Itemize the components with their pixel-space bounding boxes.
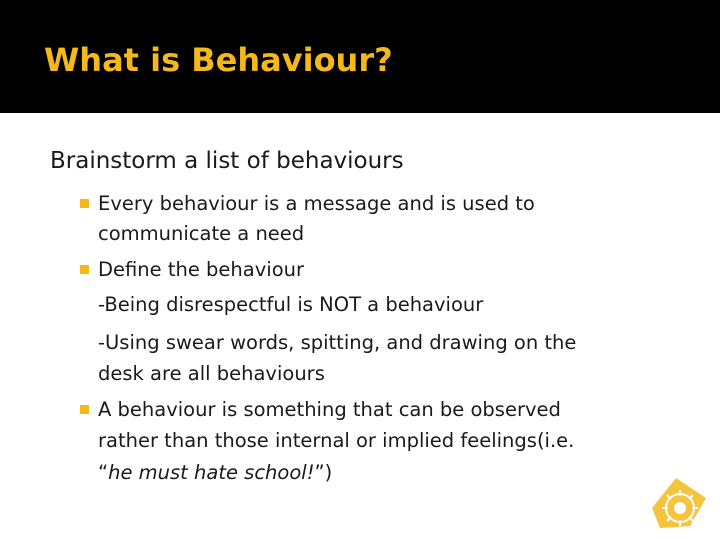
- square-bullet-icon: [80, 199, 89, 208]
- bullet-2-sub-3: desk are all behaviours: [98, 362, 325, 385]
- slide-heading: Brainstorm a list of behaviours: [50, 148, 404, 174]
- bullet-3-line-1: A behaviour is something that can be observed: [98, 398, 561, 421]
- quote-close: ”): [314, 461, 333, 484]
- bullet-3-line-2: rather than those internal or implied feelings(i.e.: [98, 429, 575, 452]
- bullet-2-line-1: Define the behaviour: [98, 258, 304, 281]
- bullet-1-line-2: communicate a need: [98, 222, 305, 245]
- bullet-2-sub-2: -Using swear words, spitting, and drawing on the: [98, 331, 577, 354]
- bullet-3-line-3: [98, 460, 332, 486]
- quote-italic: he must hate school!: [108, 461, 315, 484]
- slide-title: What is Behaviour?: [44, 41, 393, 79]
- bullet-1-line-1: Every behaviour is a message and is used to: [98, 192, 535, 215]
- square-bullet-icon: [80, 265, 89, 274]
- sun-seal-logo-icon: [640, 468, 716, 536]
- square-bullet-icon: [80, 405, 89, 414]
- quote-open: “: [98, 461, 109, 484]
- bullet-2-sub-1: -Being disrespectful is NOT a behaviour: [98, 293, 484, 316]
